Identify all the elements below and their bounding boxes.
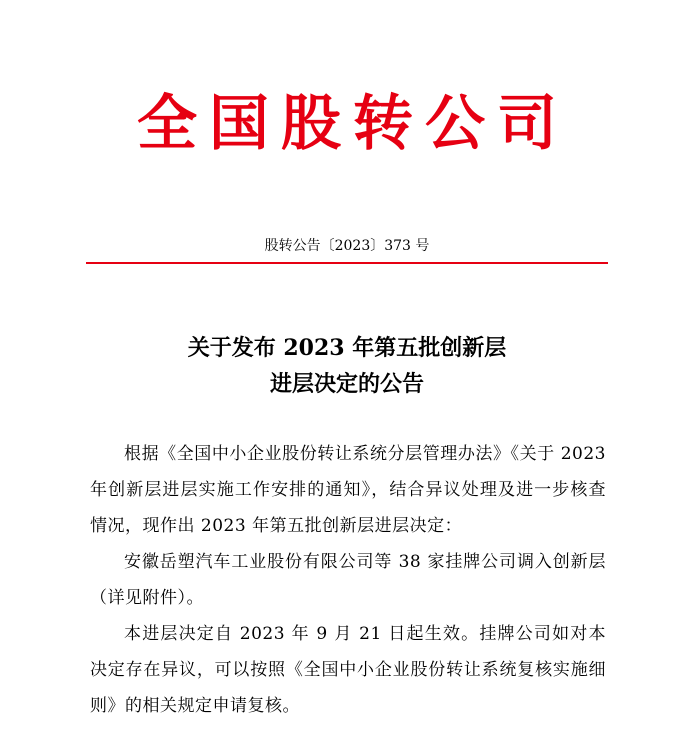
announcement-body	[90, 436, 606, 724]
announcement-title	[0, 330, 694, 402]
red-divider	[86, 262, 608, 264]
document-number: 股转公告〔2023〕373 号	[264, 238, 430, 254]
paragraph-basis: 根据《全国中小企业股份转让系统分层管理办法》《关于 2023 年创新层进层实施工作安排的通知》，结合异议处理及进一步核查情况，现作出 2023 年第五批创新层进层决定：	[90, 444, 606, 536]
title-line-1: 关于发布 2023 年第五批创新层	[187, 335, 507, 361]
paragraph-effective-date: 本进层决定自 2023 年 9 月 21 日起生效。挂牌公司如对本决定存在异议，可以按照《全国中小企业股份转让系统复核实施细则》的相关规定申请复核。	[90, 624, 606, 716]
paragraph-decision: 安徽岳塑汽车工业股份有限公司等 38 家挂牌公司调入创新层（详见附件）。	[90, 552, 606, 608]
masthead-title: 全国股转公司	[137, 89, 569, 159]
title-line-2: 进层决定的公告	[269, 371, 424, 397]
